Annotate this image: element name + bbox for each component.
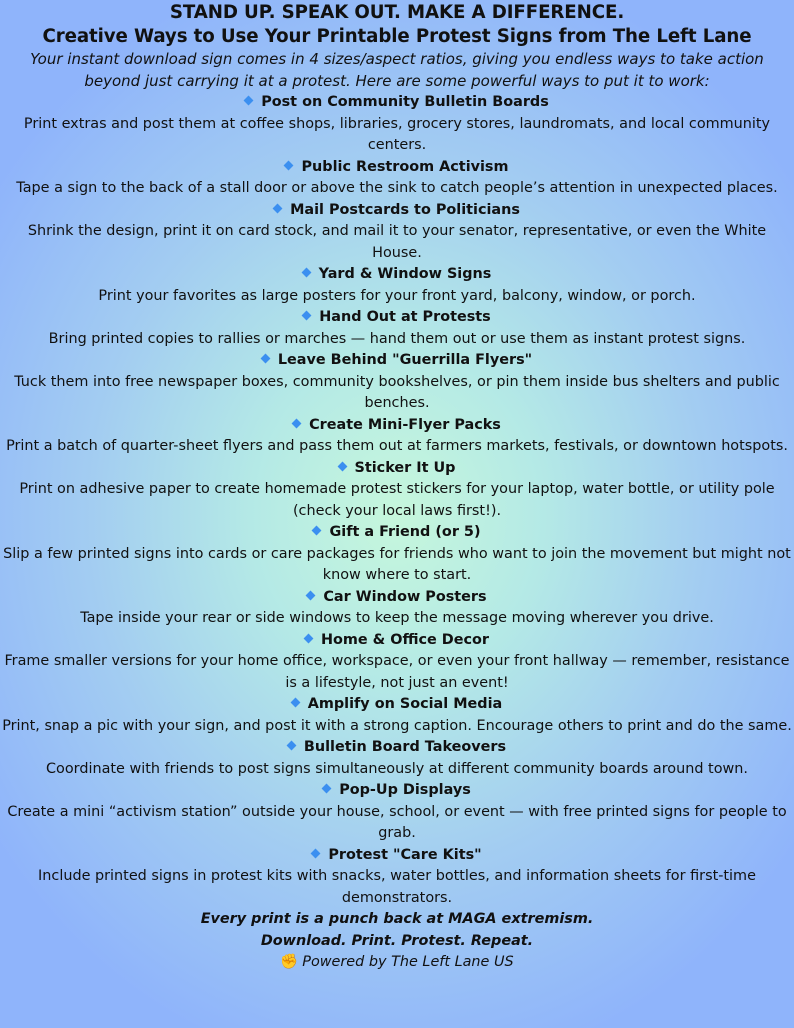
tip-item [0, 737, 794, 780]
raised-fist-icon: ✊ [280, 954, 299, 970]
tip-description: Include printed signs in protest kits with snacks, water bottles, and information sheets for first-time demonstrators. [38, 868, 756, 906]
diamond-bullet-icon [322, 784, 332, 794]
tip-description: Tape a sign to the back of a stall door or above the sink to catch people’s attention in unexpected places. [16, 180, 778, 196]
tip-description: Tape inside your rear or side windows to keep the message moving wherever you drive. [80, 610, 714, 626]
tip-title: Car Window Posters [323, 588, 487, 605]
tip-title: Hand Out at Protests [319, 309, 491, 325]
tip-heading [0, 157, 794, 179]
powered-by-text: Powered by The Left Lane US [302, 954, 514, 970]
closing-line-2: Download. Print. Protest. Repeat. [260, 932, 534, 949]
tip-item [0, 200, 794, 265]
tip-description: Print a batch of quarter-sheet flyers and pass them out at farmers markets, festivals, or downtown hotspots. [6, 438, 788, 454]
tip-title: Sticker It Up [354, 459, 456, 476]
tip-title: Create Mini-Flyer Packs [309, 416, 501, 433]
tip-item [0, 522, 794, 587]
tip-title: Public Restroom Activism [301, 158, 509, 175]
tip-heading [0, 845, 794, 867]
diamond-bullet-icon [260, 354, 270, 364]
tip-item [0, 92, 794, 157]
diamond-bullet-icon [311, 848, 321, 858]
tip-title: Gift a Friend (or 5) [329, 524, 481, 540]
intro-text: Your instant download sign comes in 4 sizes/aspect ratios, giving you endless ways to take action beyond just carrying it at a protest. Here are some powerful ways to put it to work: [30, 50, 764, 90]
diamond-bullet-icon [337, 461, 347, 471]
tip-item [0, 630, 794, 695]
tip-heading [0, 307, 794, 329]
tip-description: Bring printed copies to rallies or marches — hand them out or use them as instant protest signs. [48, 330, 746, 347]
tip-heading [0, 780, 794, 802]
tip-description: Print your favorites as large posters for your front yard, balcony, window, or porch. [98, 287, 696, 304]
page-title: STAND UP. SPEAK OUT. MAKE A DIFFERENCE. [169, 2, 625, 23]
diamond-bullet-icon [312, 526, 322, 536]
tip-title: Bulletin Board Takeovers [303, 739, 507, 755]
tip-item [0, 415, 794, 458]
tip-description: Create a mini “activism station” outside your house, school, or event — with free printed signs for people to grab. [7, 803, 787, 841]
tip-description: Slip a few printed signs into cards or care packages for friends who want to join the movement but might not know where to start. [3, 545, 791, 583]
tip-description: Print extras and post them at coffee shops, libraries, grocery stores, laundromats, and local community centers. [23, 115, 771, 153]
tip-description: Coordinate with friends to post signs simultaneously at different community boards around town. [46, 760, 748, 777]
tip-item [0, 157, 794, 200]
tip-title: Protest "Care Kits" [328, 846, 482, 863]
tip-item [0, 694, 794, 737]
tip-title: Pop-Up Displays [339, 782, 471, 798]
tip-title: Leave Behind "Guerrilla Flyers" [277, 352, 533, 368]
tip-description: Print on adhesive paper to create homemade protest stickers for your laptop, water bottle, or utility pole (check your local laws first!). [19, 481, 775, 519]
diamond-bullet-icon [301, 268, 311, 278]
diamond-bullet-icon [290, 698, 300, 708]
tip-heading [0, 630, 794, 652]
tip-heading [0, 458, 794, 480]
tip-title: Yard & Window Signs [318, 266, 492, 282]
tip-item [0, 264, 794, 307]
tip-heading [0, 415, 794, 437]
diamond-bullet-icon [306, 590, 316, 600]
tips-list [0, 92, 794, 909]
tip-description: Tuck them into free newspaper boxes, community bookshelves, or pin them inside bus shelters and public benches. [14, 373, 780, 411]
tip-item [0, 307, 794, 350]
diamond-bullet-icon [286, 741, 296, 751]
powered-by [0, 952, 794, 974]
tip-heading [0, 92, 794, 114]
tip-heading [0, 350, 794, 372]
tip-title: Home & Office Decor [320, 631, 490, 648]
tip-item [0, 845, 794, 910]
diamond-bullet-icon [292, 418, 302, 428]
tip-description: Print, snap a pic with your sign, and post it with a strong caption. Encourage others to print and do the same. [2, 717, 792, 734]
tip-item [0, 587, 794, 630]
tip-title: Amplify on Social Media [307, 696, 503, 712]
diamond-bullet-icon [302, 311, 312, 321]
tip-item [0, 780, 794, 845]
tip-heading [0, 694, 794, 716]
page-subtitle: Creative Ways to Use Your Printable Protest Signs from The Left Lane [42, 26, 752, 47]
closing-line-1: Every print is a punch back at MAGA extremism. [200, 911, 594, 927]
diamond-bullet-icon [304, 633, 314, 643]
tip-heading [0, 200, 794, 222]
tip-item [0, 350, 794, 415]
diamond-bullet-icon [244, 96, 254, 106]
diamond-bullet-icon [273, 203, 283, 213]
tip-title: Post on Community Bulletin Boards [261, 94, 549, 110]
tip-description: Frame smaller versions for your home office, workspace, or even your front hallway — remember, resistance is a lifestyle, not just an event! [4, 653, 790, 691]
tip-title: Mail Postcards to Politicians [290, 201, 520, 218]
diamond-bullet-icon [284, 160, 294, 170]
tip-heading [0, 737, 794, 759]
tip-heading [0, 587, 794, 609]
tip-item [0, 458, 794, 523]
tip-heading [0, 264, 794, 286]
tip-description: Shrink the design, print it on card stock, and mail it to your senator, representative, or even the White House. [27, 223, 767, 261]
tip-heading [0, 522, 794, 544]
